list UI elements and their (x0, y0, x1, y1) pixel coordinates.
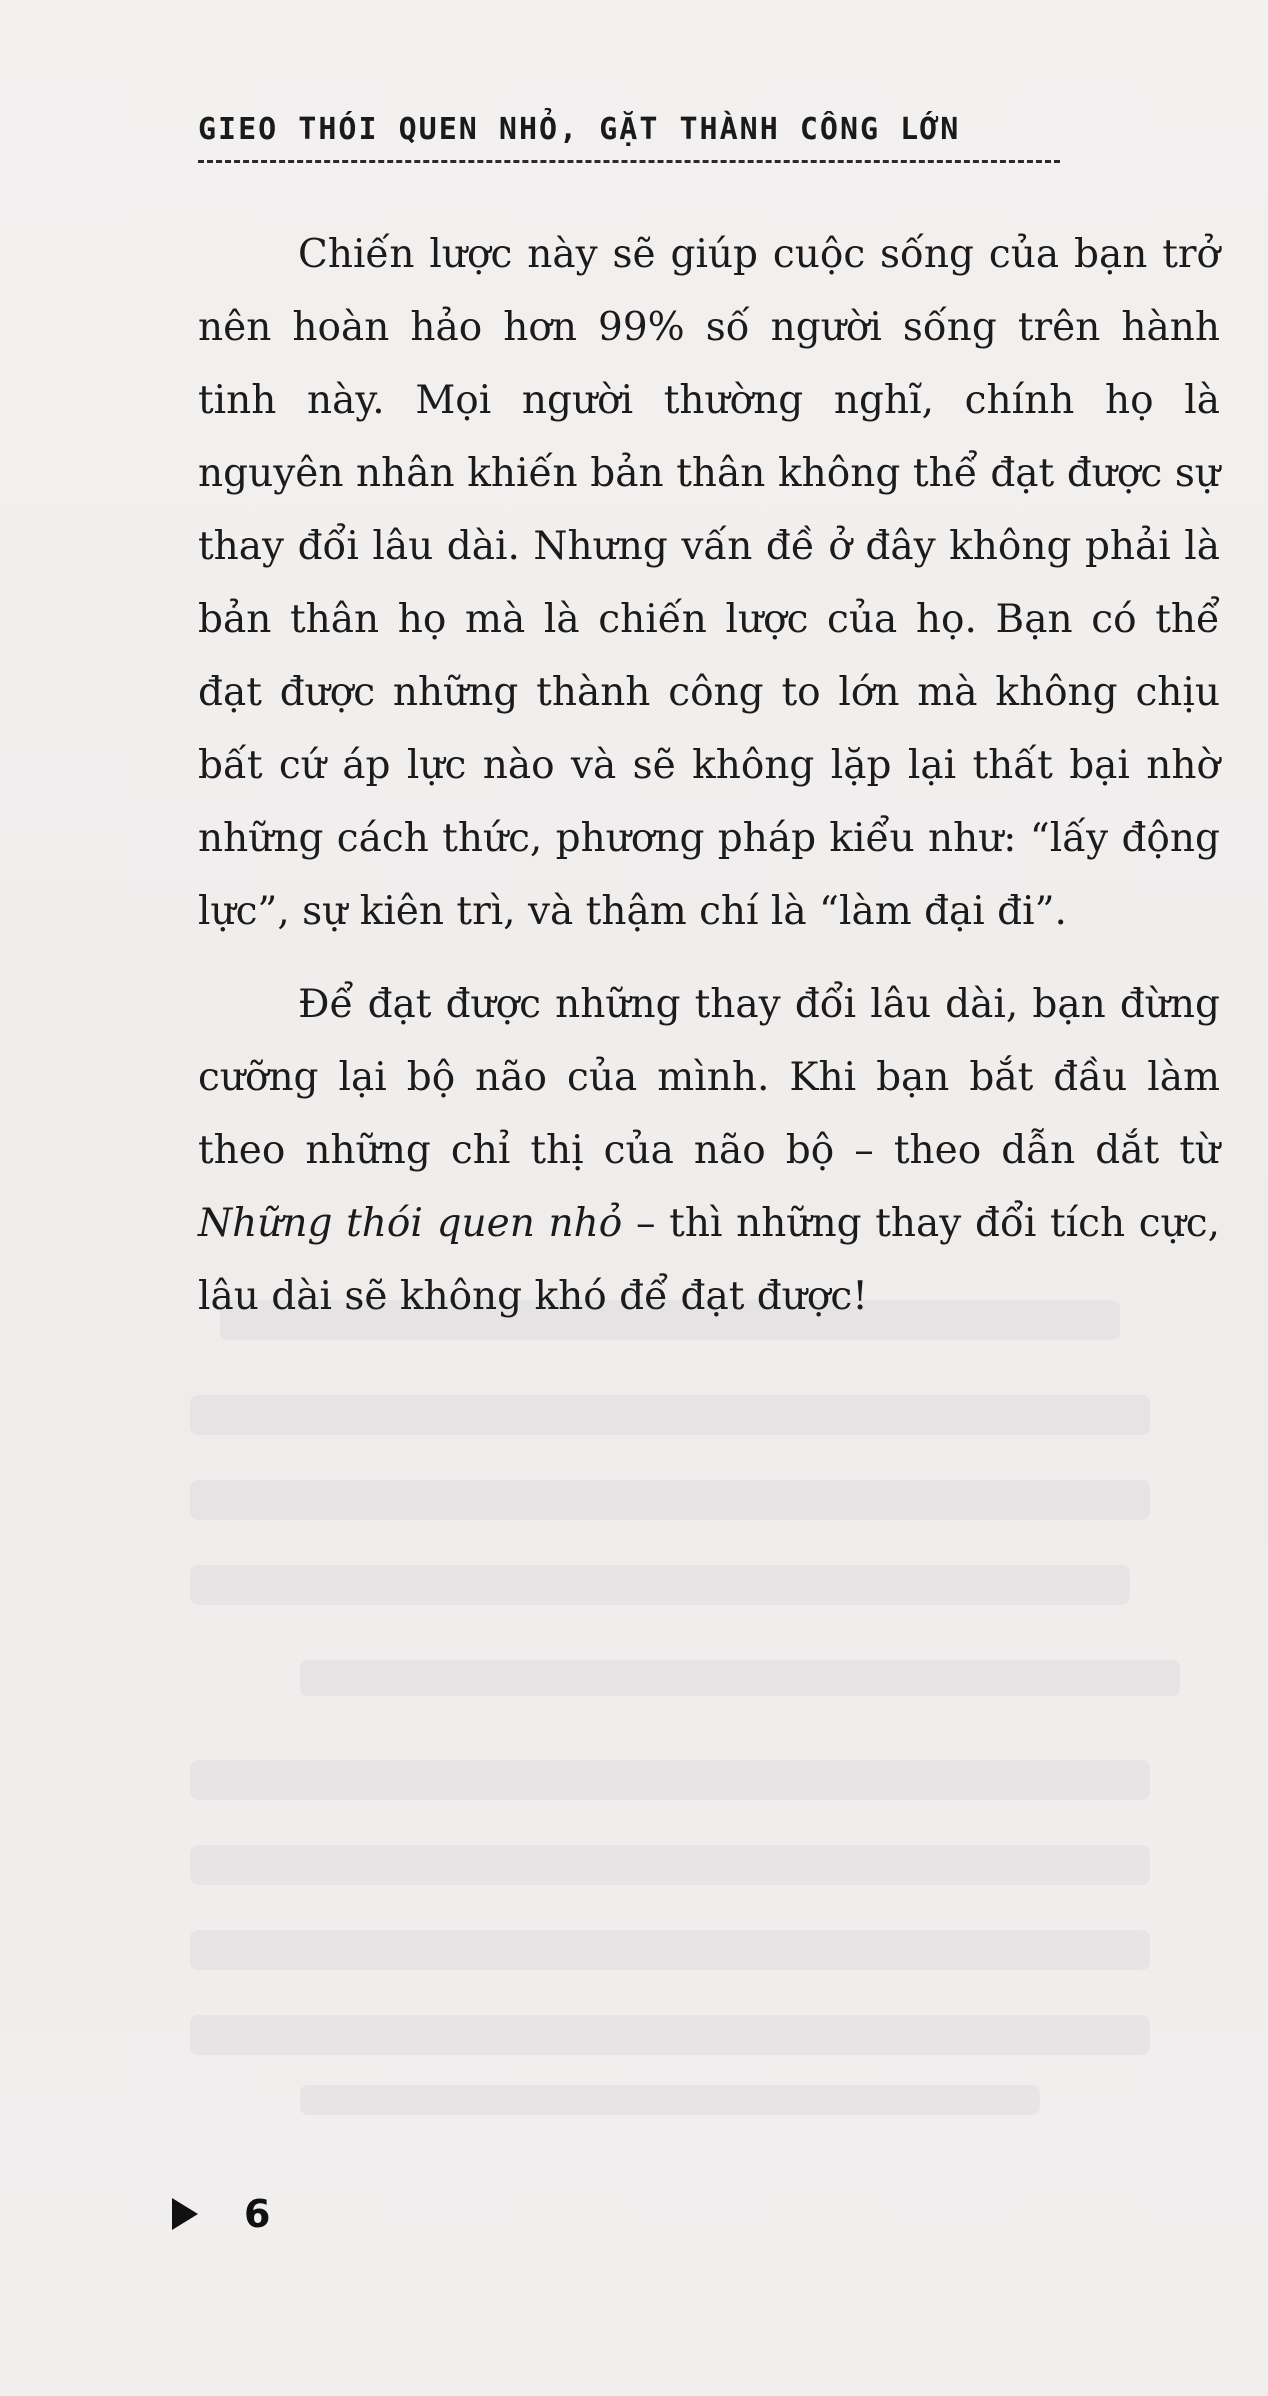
bleed-through-texture (190, 1395, 1150, 1435)
paragraph-1: Chiến lược này sẽ giúp cuộc sống của bạn trở nên hoàn hảo hơn 99% số người sống trên hành tinh này. Mọi người thường nghĩ, chính họ là nguyên nhân khiến bản thân không thể đạt được sự thay đổi lâu dài. Nhưng vấn đề ở đây không phải là bản thân họ mà là chiến lược của họ. Bạn có thể đạt được những thành công to lớn mà không chịu bất cứ áp lực nào và sẽ không lặp lại thất bại nhờ những cách thức, phương pháp kiểu như: “lấy động lực”, sự kiên trì, và thậm chí là “làm đại đi”. (198, 232, 1220, 934)
bleed-through-texture (190, 1845, 1150, 1885)
book-title-italic: Những thói quen nhỏ (198, 1201, 623, 1246)
bleed-through-texture (190, 2015, 1150, 2055)
paragraph-2 (198, 968, 1220, 1333)
header-dashed-rule (198, 160, 1060, 163)
body-text (198, 218, 1220, 1333)
page-footer (172, 2192, 270, 2236)
paragraph-2-text-end: – thì những thay đổi tích cực, lâu dài sẽ không khó để đạt được! (198, 1201, 1220, 1319)
page-number: 6 (244, 2192, 271, 2236)
bleed-through-texture (300, 1660, 1180, 1696)
paragraph-2-text-start: Để đạt được những thay đổi lâu dài, bạn đừng cưỡng lại bộ não của mình. Khi bạn bắt đầu làm theo những chỉ thị của não bộ – theo dẫn dắt từ (198, 982, 1220, 1173)
bleed-through-texture (300, 2085, 1040, 2115)
bleed-through-texture (190, 1480, 1150, 1520)
bleed-through-texture (190, 1930, 1150, 1970)
triangle-right-icon (172, 2198, 198, 2230)
bleed-through-texture (190, 1565, 1130, 1605)
running-header-title: GIEO THÓI QUEN NHỎ, GẶT THÀNH CÔNG LỚN (198, 112, 961, 147)
bleed-through-texture (190, 1760, 1150, 1800)
